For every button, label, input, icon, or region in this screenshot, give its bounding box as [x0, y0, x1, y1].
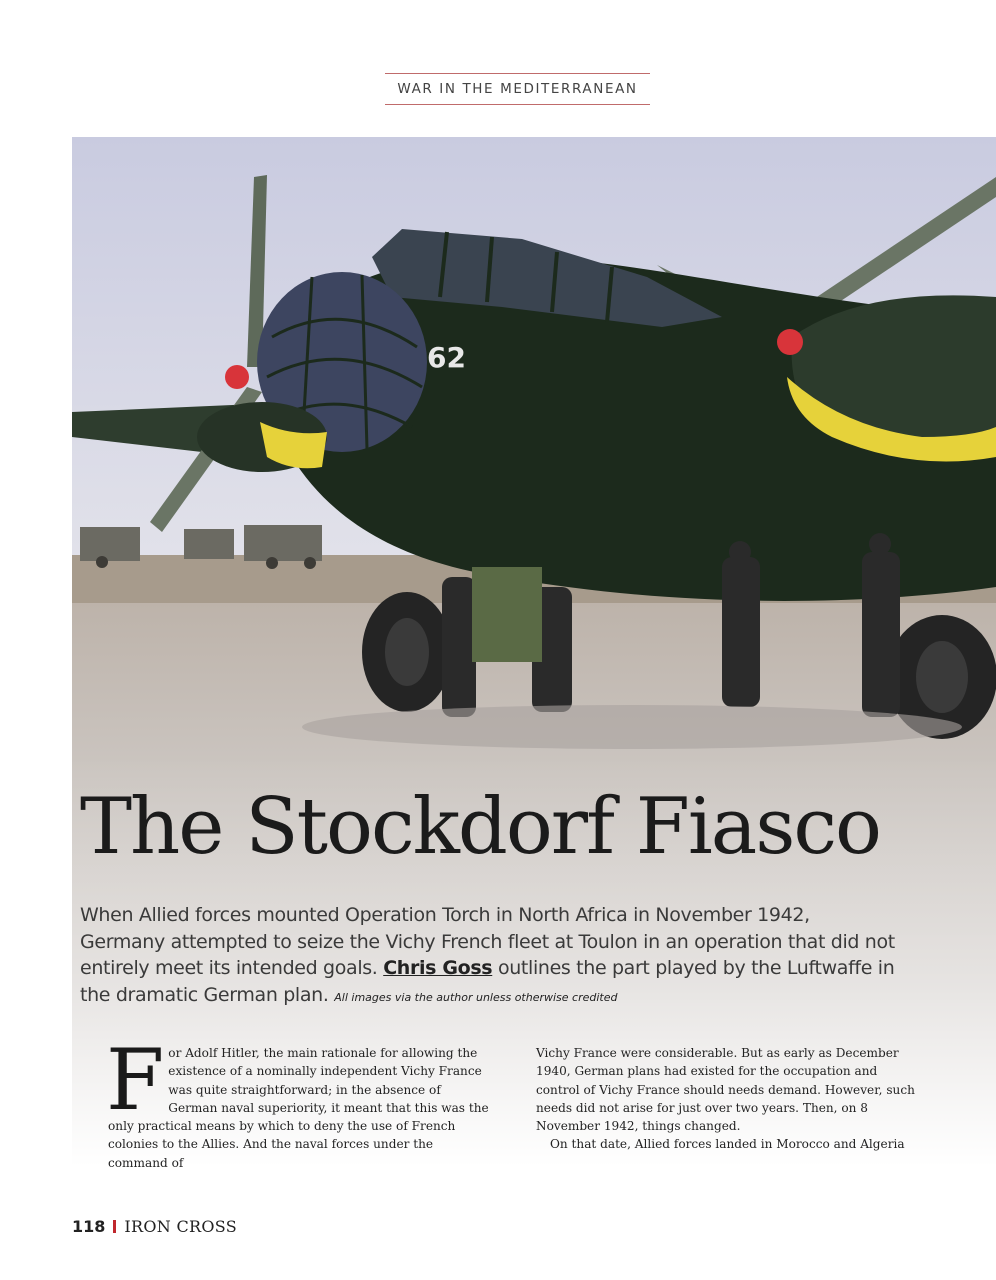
body-column-left — [106, 1031, 492, 1172]
section-header: WAR IN THE MEDITERRANEAN — [385, 73, 650, 105]
article-title: The Stockdorf Fiasco — [80, 782, 880, 872]
image-credit: All images via the author unless otherwise credited — [334, 990, 618, 1004]
page-footer — [72, 1217, 237, 1236]
standfirst-tail: outlines the part played by the Luftwaffe in the dramatic German plan. — [80, 957, 895, 1006]
page-number: 118 — [72, 1217, 106, 1236]
body-paragraph — [106, 1031, 492, 1172]
standfirst-text: When Allied forces mounted Operation Torch in North Africa in November 1942, Germany attempted to seize the Vichy French fleet at Toulon in an operation that did not entirely meet its intended goals. — [80, 904, 895, 979]
aircraft-photo — [72, 137, 996, 1167]
drop-cap: F — [106, 1031, 165, 1129]
body-text: or Adolf Hitler, the main rationale for allowing the existence of a nominally independent Vichy France was quite straightforward; in the absence of German naval superiority, it meant that this was the only practical means by which to deny the use of French colonies to the Allies. And the naval forces under the command of — [108, 1046, 489, 1170]
magazine-name: IRON CROSS — [124, 1217, 238, 1236]
aircraft-code: 62 — [427, 341, 466, 374]
body-paragraph: On that date, Allied forces landed in Morocco and Algeria — [550, 1137, 905, 1152]
standfirst — [80, 902, 900, 1011]
body-paragraph: Vichy France were considerable. But as early as December 1940, German plans had existed for the occupation and control of Vichy France should needs demand. However, such needs did not arise for just over two years. Then, on 8 November 1942, things changed. — [536, 1046, 915, 1134]
body-column-right — [536, 1044, 920, 1154]
author-name: Chris Goss — [383, 957, 493, 979]
footer-separator — [113, 1220, 116, 1233]
